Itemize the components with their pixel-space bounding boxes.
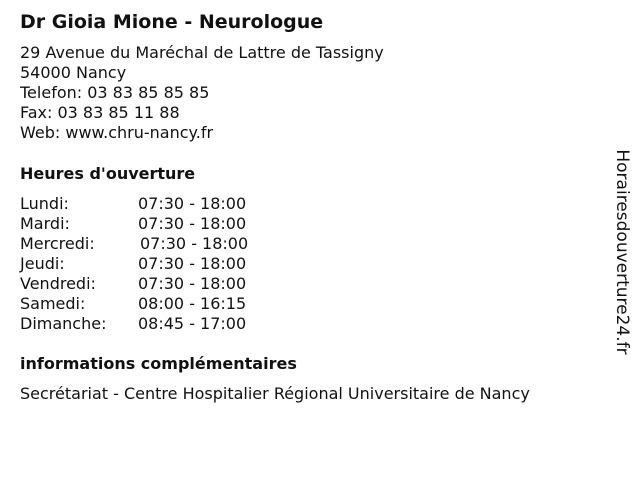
phone-number: Telefon: 03 83 85 85 85 xyxy=(20,83,210,102)
opening-hours-heading: Heures d'ouverture xyxy=(20,164,196,183)
site-watermark xyxy=(612,134,632,370)
day-hours: 07:30 - 18:00 xyxy=(138,194,247,213)
day-hours: 08:45 - 17:00 xyxy=(138,314,247,333)
street-address: 29 Avenue du Maréchal de Lattre de Tassigny xyxy=(20,43,384,62)
day-name: Lundi: xyxy=(20,194,69,213)
day-name: Mardi: xyxy=(20,214,70,233)
additional-info-text: Secrétariat - Centre Hospitalier Régional Universitaire de Nancy xyxy=(20,384,530,403)
day-hours: 07:30 - 18:00 xyxy=(138,274,247,293)
day-hours: 07:30 - 18:00 xyxy=(138,214,247,233)
day-hours: 07:30 - 18:00 xyxy=(138,254,247,273)
watermark-text: Horairesdouverture24.fr xyxy=(612,149,632,355)
day-name: Vendredi: xyxy=(20,274,96,293)
day-name: Samedi: xyxy=(20,294,86,313)
website: Web: www.chru-nancy.fr xyxy=(20,123,214,142)
day-name: Mercredi: xyxy=(20,234,95,253)
day-hours: 07:30 - 18:00 xyxy=(140,234,249,253)
city-postcode: 54000 Nancy xyxy=(20,63,127,82)
address-block xyxy=(20,43,384,143)
fax-number: Fax: 03 83 85 11 88 xyxy=(20,103,180,122)
day-name: Dimanche: xyxy=(20,314,107,333)
day-hours: 08:00 - 16:15 xyxy=(138,294,247,313)
day-name: Jeudi: xyxy=(20,254,65,273)
additional-info-heading: informations complémentaires xyxy=(20,354,297,373)
page-title: Dr Gioia Mione - Neurologue xyxy=(20,11,324,33)
